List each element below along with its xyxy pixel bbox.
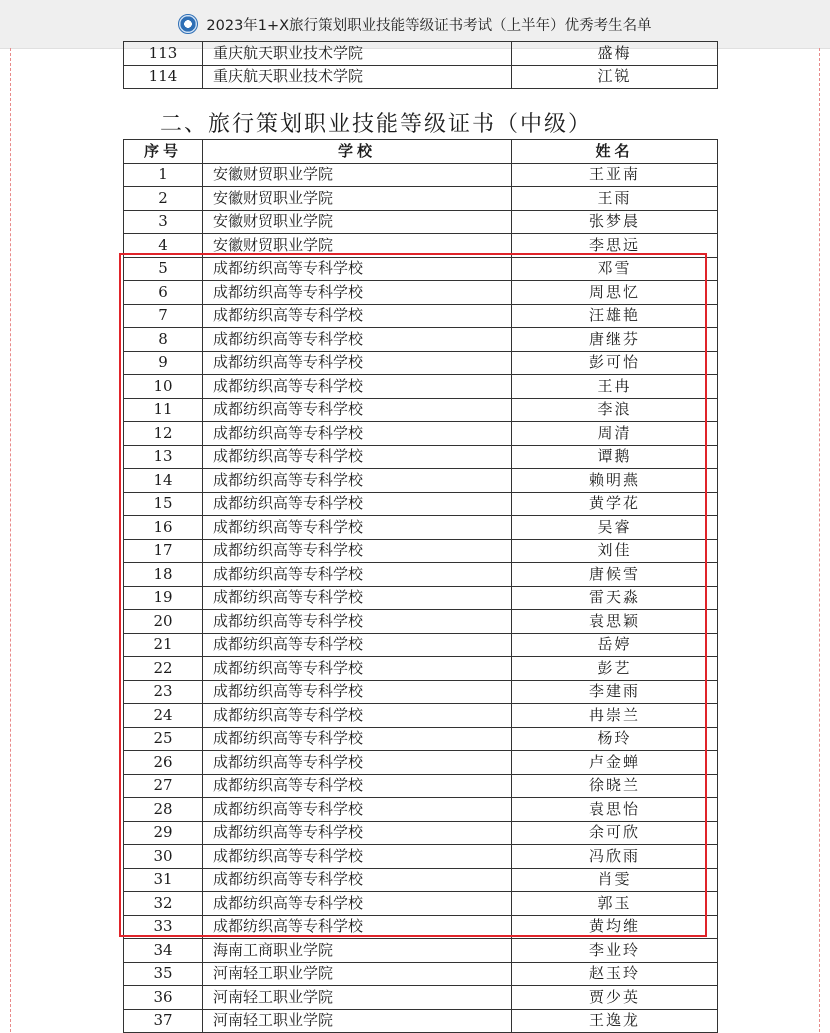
table-row	[124, 328, 718, 352]
row-number: 21	[124, 633, 203, 657]
row-name: 盛梅	[512, 42, 718, 66]
row-name: 李思远	[512, 234, 718, 258]
row-name: 袁思颖	[512, 610, 718, 634]
row-number: 2	[124, 187, 203, 211]
row-number: 13	[124, 445, 203, 469]
left-margin-guide	[10, 48, 11, 1032]
row-school: 河南轻工职业学院	[203, 986, 512, 1010]
row-school: 成都纺织高等专科学校	[203, 821, 512, 845]
section-heading: 二、旅行策划职业技能等级证书（中级）	[160, 112, 593, 137]
row-name: 王冉	[512, 375, 718, 399]
table-row	[124, 539, 718, 563]
row-school: 成都纺织高等专科学校	[203, 586, 512, 610]
row-name: 张梦晨	[512, 210, 718, 234]
row-name: 徐晓兰	[512, 774, 718, 798]
table-row	[124, 422, 718, 446]
table-row	[124, 492, 718, 516]
row-school: 成都纺织高等专科学校	[203, 492, 512, 516]
table-row	[124, 257, 718, 281]
row-number: 22	[124, 657, 203, 681]
table-row	[124, 351, 718, 375]
row-school: 成都纺织高等专科学校	[203, 798, 512, 822]
row-number: 36	[124, 986, 203, 1010]
row-name: 刘佳	[512, 539, 718, 563]
row-name: 唐继芬	[512, 328, 718, 352]
row-school: 成都纺织高等专科学校	[203, 915, 512, 939]
row-school: 成都纺织高等专科学校	[203, 680, 512, 704]
row-name: 江锐	[512, 65, 718, 89]
row-school: 成都纺织高等专科学校	[203, 563, 512, 587]
row-school: 成都纺织高等专科学校	[203, 892, 512, 916]
row-name: 冯欣雨	[512, 845, 718, 869]
row-school: 成都纺织高等专科学校	[203, 633, 512, 657]
table-row	[124, 281, 718, 305]
row-school: 安徽财贸职业学院	[203, 210, 512, 234]
row-name: 郭玉	[512, 892, 718, 916]
row-number: 34	[124, 939, 203, 963]
row-school: 成都纺织高等专科学校	[203, 610, 512, 634]
row-name: 雷天淼	[512, 586, 718, 610]
table-row	[124, 774, 718, 798]
row-school: 成都纺织高等专科学校	[203, 727, 512, 751]
row-number: 31	[124, 868, 203, 892]
table-row	[124, 610, 718, 634]
table-row	[124, 798, 718, 822]
table-row	[124, 657, 718, 681]
row-number: 19	[124, 586, 203, 610]
table-row	[124, 304, 718, 328]
row-number: 11	[124, 398, 203, 422]
row-number: 16	[124, 516, 203, 540]
table-row	[124, 563, 718, 587]
table-row	[124, 845, 718, 869]
table-row	[124, 445, 718, 469]
row-name: 卢金蝉	[512, 751, 718, 775]
table-row	[124, 516, 718, 540]
row-name: 汪雄艳	[512, 304, 718, 328]
row-school: 重庆航天职业技术学院	[203, 65, 512, 89]
row-name: 余可欣	[512, 821, 718, 845]
row-name: 彭可怡	[512, 351, 718, 375]
row-school: 河南轻工职业学院	[203, 962, 512, 986]
table-row	[124, 751, 718, 775]
table-row	[124, 163, 718, 187]
row-name: 杨玲	[512, 727, 718, 751]
table-row	[124, 398, 718, 422]
row-school: 成都纺织高等专科学校	[203, 868, 512, 892]
row-number: 29	[124, 821, 203, 845]
row-name: 袁思怡	[512, 798, 718, 822]
row-number: 5	[124, 257, 203, 281]
row-name: 王雨	[512, 187, 718, 211]
row-name: 周清	[512, 422, 718, 446]
table-row	[124, 821, 718, 845]
table-row	[124, 892, 718, 916]
row-name: 吴睿	[512, 516, 718, 540]
row-name: 黄学花	[512, 492, 718, 516]
row-number: 4	[124, 234, 203, 258]
table-row	[124, 469, 718, 493]
row-number: 27	[124, 774, 203, 798]
row-name: 谭鹅	[512, 445, 718, 469]
page-title: 2023年1+X旅行策划职业技能等级证书考试（上半年）优秀考生名单	[206, 17, 652, 34]
row-number: 23	[124, 680, 203, 704]
row-number: 26	[124, 751, 203, 775]
row-number: 8	[124, 328, 203, 352]
row-number: 9	[124, 351, 203, 375]
school-emblem-icon	[178, 14, 198, 34]
table-row	[124, 962, 718, 986]
row-name: 李业玲	[512, 939, 718, 963]
row-school: 安徽财贸职业学院	[203, 163, 512, 187]
row-school: 安徽财贸职业学院	[203, 234, 512, 258]
row-school: 成都纺织高等专科学校	[203, 774, 512, 798]
table-row	[124, 1009, 718, 1033]
previous-section-table	[123, 41, 718, 89]
row-name: 王逸龙	[512, 1009, 718, 1033]
row-school: 成都纺织高等专科学校	[203, 304, 512, 328]
row-number: 17	[124, 539, 203, 563]
table-row	[124, 234, 718, 258]
table-row	[124, 868, 718, 892]
row-name: 李建雨	[512, 680, 718, 704]
table-row	[124, 704, 718, 728]
row-name: 李浪	[512, 398, 718, 422]
row-school: 成都纺织高等专科学校	[203, 281, 512, 305]
row-school: 成都纺织高等专科学校	[203, 469, 512, 493]
row-number: 14	[124, 469, 203, 493]
row-name: 肖雯	[512, 868, 718, 892]
table-row	[124, 586, 718, 610]
column-header-school: 学校	[203, 140, 512, 164]
row-school: 成都纺织高等专科学校	[203, 328, 512, 352]
row-name: 赵玉玲	[512, 962, 718, 986]
row-number: 32	[124, 892, 203, 916]
row-number: 18	[124, 563, 203, 587]
row-school: 成都纺织高等专科学校	[203, 351, 512, 375]
row-number: 1	[124, 163, 203, 187]
row-name: 赖明燕	[512, 469, 718, 493]
row-school: 成都纺织高等专科学校	[203, 516, 512, 540]
row-school: 安徽财贸职业学院	[203, 187, 512, 211]
row-school: 成都纺织高等专科学校	[203, 257, 512, 281]
row-number: 25	[124, 727, 203, 751]
table-row	[124, 65, 718, 89]
row-school: 成都纺织高等专科学校	[203, 657, 512, 681]
row-school: 成都纺织高等专科学校	[203, 539, 512, 563]
row-school: 成都纺织高等专科学校	[203, 422, 512, 446]
row-name: 邓雪	[512, 257, 718, 281]
row-name: 贾少英	[512, 986, 718, 1010]
row-school: 成都纺织高等专科学校	[203, 375, 512, 399]
table-header-row	[124, 140, 718, 164]
table-row	[124, 727, 718, 751]
row-name: 岳婷	[512, 633, 718, 657]
row-school: 成都纺织高等专科学校	[203, 845, 512, 869]
row-name: 冉崇兰	[512, 704, 718, 728]
column-header-no: 序号	[124, 140, 203, 164]
intermediate-level-table	[123, 139, 718, 1033]
row-school: 海南工商职业学院	[203, 939, 512, 963]
row-number: 3	[124, 210, 203, 234]
table-row	[124, 939, 718, 963]
table-row	[124, 633, 718, 657]
table-row	[124, 680, 718, 704]
table-row	[124, 375, 718, 399]
row-number: 7	[124, 304, 203, 328]
row-number: 12	[124, 422, 203, 446]
row-number: 37	[124, 1009, 203, 1033]
row-number: 20	[124, 610, 203, 634]
table-row	[124, 915, 718, 939]
right-margin-guide	[819, 48, 820, 1032]
row-number: 24	[124, 704, 203, 728]
row-school: 成都纺织高等专科学校	[203, 704, 512, 728]
table-row	[124, 42, 718, 66]
row-school: 成都纺织高等专科学校	[203, 398, 512, 422]
table-row	[124, 187, 718, 211]
row-name: 黄均维	[512, 915, 718, 939]
row-school: 成都纺织高等专科学校	[203, 751, 512, 775]
row-name: 周思忆	[512, 281, 718, 305]
row-number: 15	[124, 492, 203, 516]
table-row	[124, 986, 718, 1010]
row-number: 28	[124, 798, 203, 822]
row-number: 10	[124, 375, 203, 399]
row-number: 33	[124, 915, 203, 939]
row-number: 114	[124, 65, 203, 89]
row-number: 113	[124, 42, 203, 66]
column-header-name: 姓名	[512, 140, 718, 164]
row-school: 重庆航天职业技术学院	[203, 42, 512, 66]
row-number: 35	[124, 962, 203, 986]
row-name: 王亚南	[512, 163, 718, 187]
row-name: 唐候雪	[512, 563, 718, 587]
row-number: 30	[124, 845, 203, 869]
row-name: 彭艺	[512, 657, 718, 681]
row-school: 河南轻工职业学院	[203, 1009, 512, 1033]
table-row	[124, 210, 718, 234]
row-school: 成都纺织高等专科学校	[203, 445, 512, 469]
row-number: 6	[124, 281, 203, 305]
